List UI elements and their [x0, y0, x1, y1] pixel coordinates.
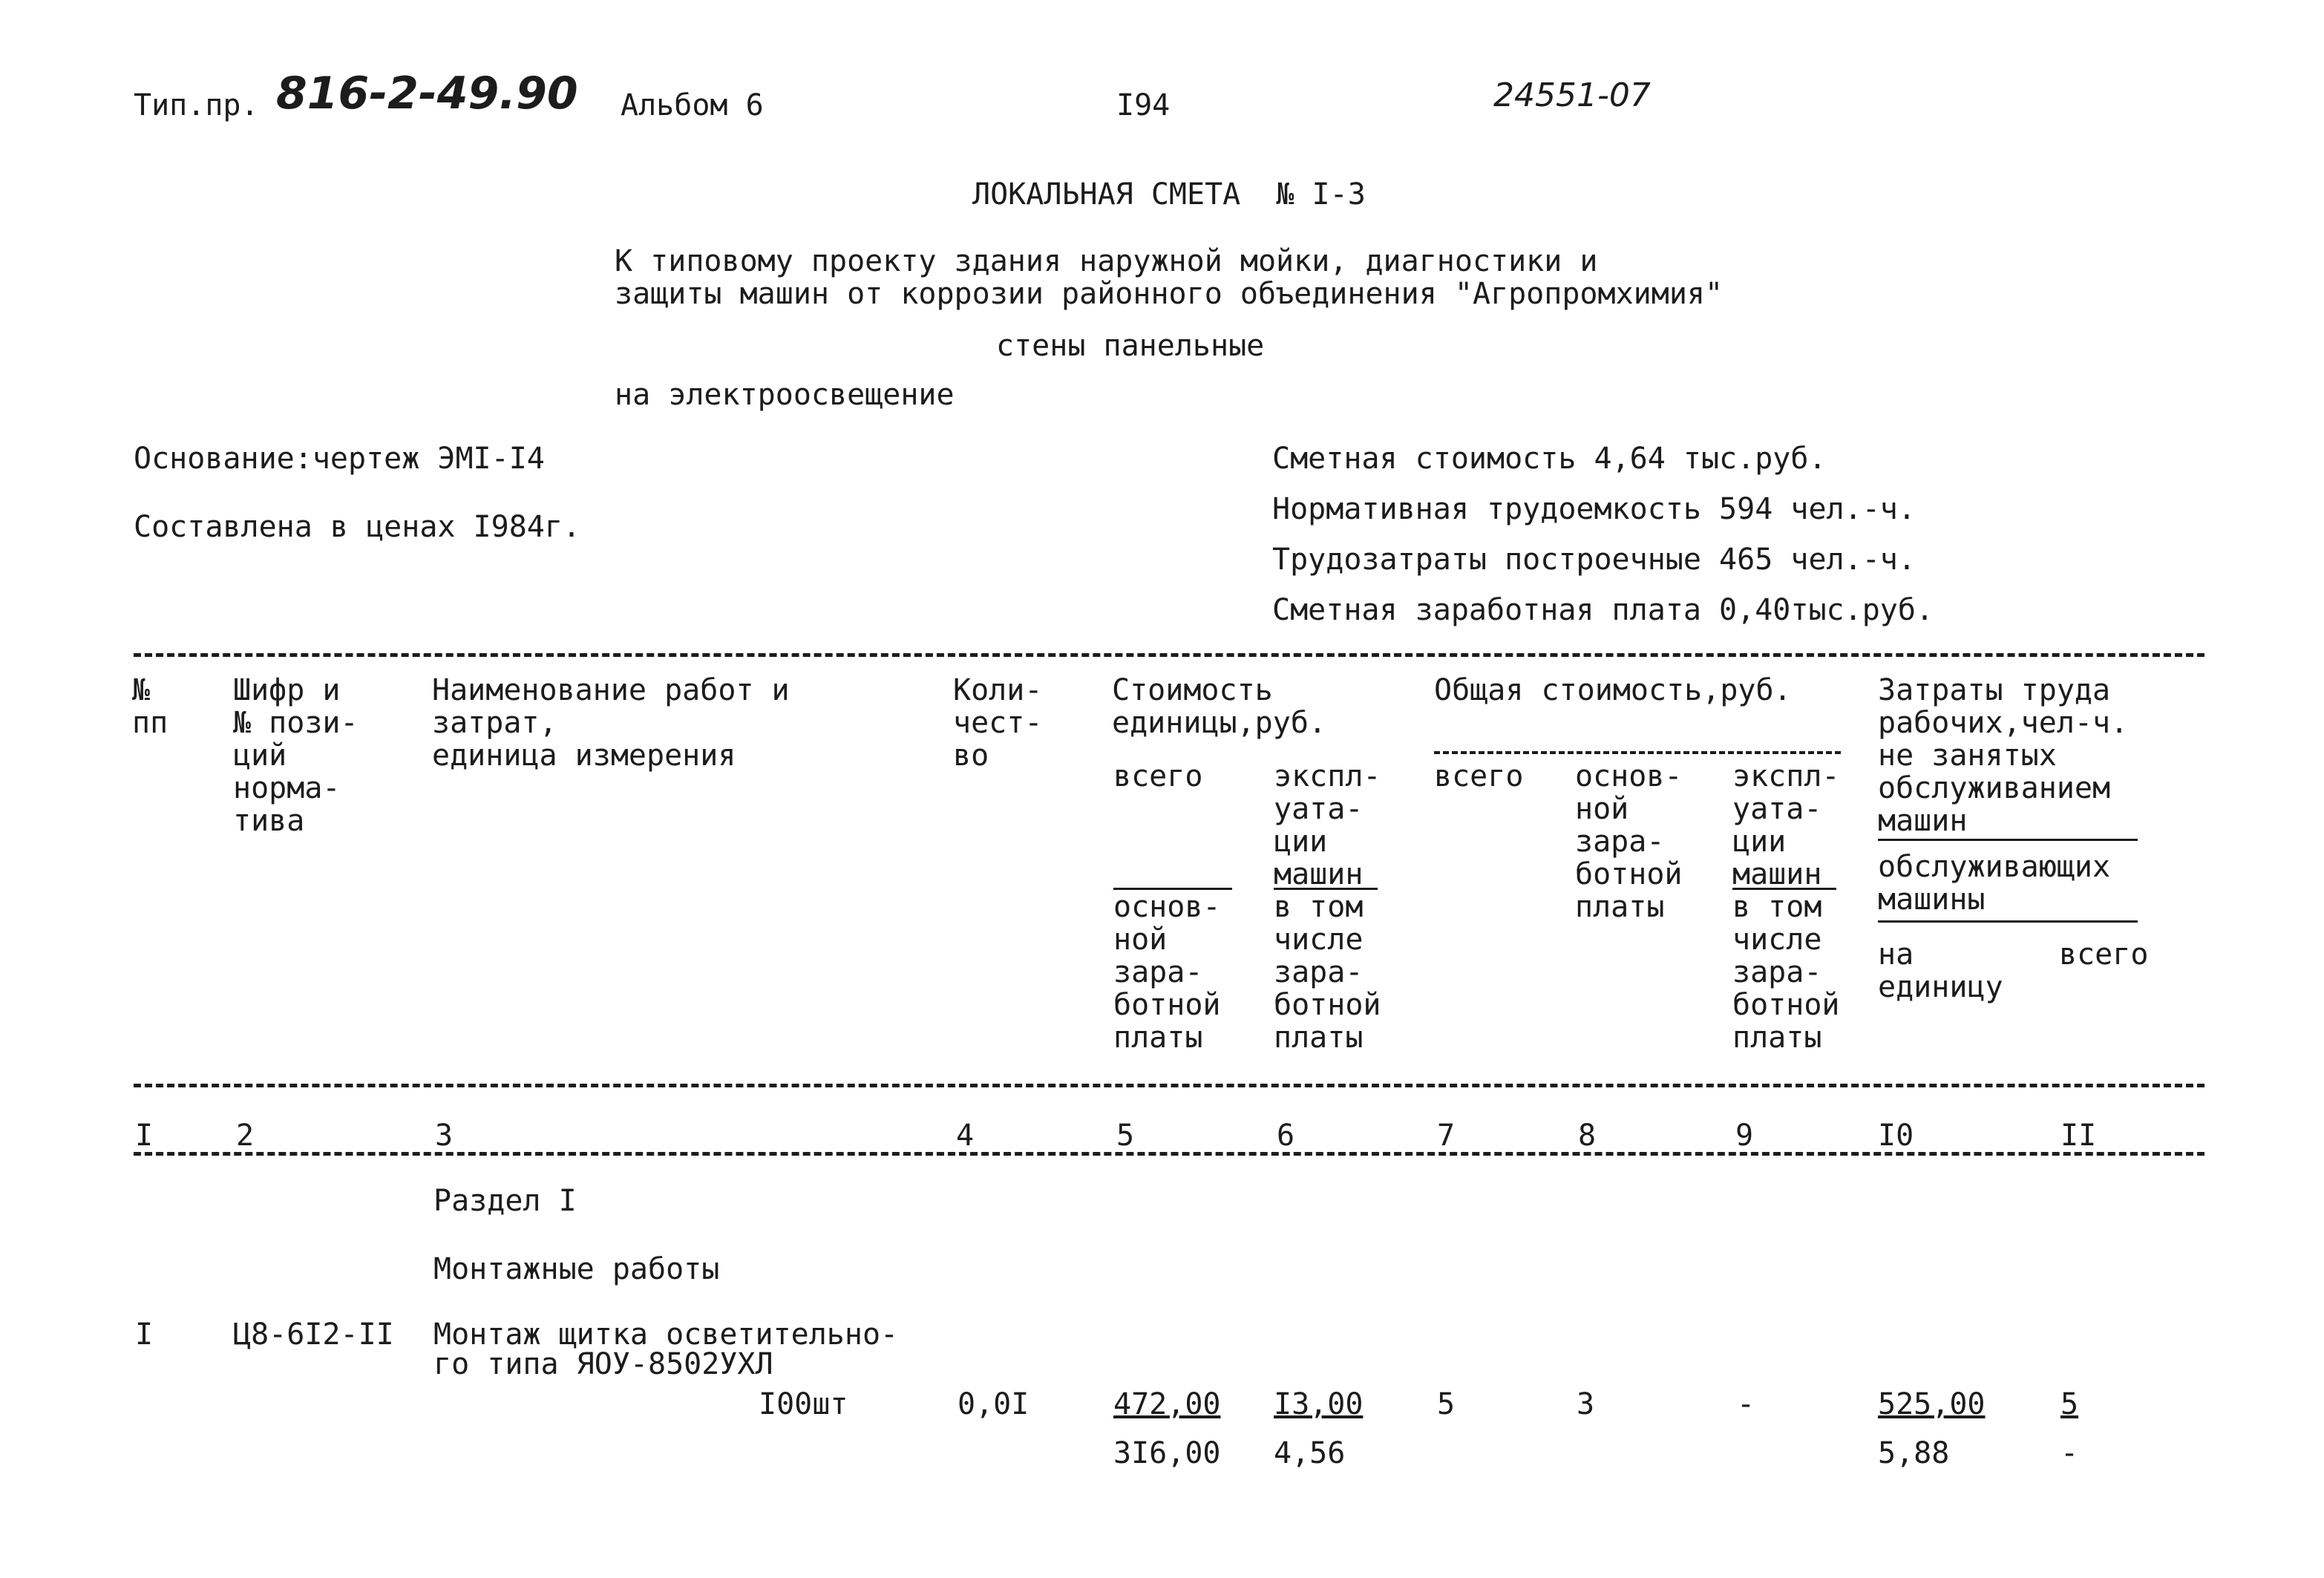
col-header-unit-wage: основ- ной зара- ботной платы [1113, 890, 1221, 1055]
row-unit: I00шт [759, 1387, 848, 1421]
col-num-1: I [135, 1119, 154, 1153]
col-num-10: I0 [1878, 1119, 1914, 1153]
col-num-6: 6 [1277, 1119, 1295, 1153]
title-line-4: на электроосвещение [615, 378, 955, 412]
section-title: Раздел I [433, 1184, 577, 1218]
labor-divider-2 [1878, 920, 2138, 923]
col-header-labor-unit: на единицу [1878, 937, 2003, 1004]
col-num-11: II [2060, 1119, 2097, 1153]
row-total-machine: - [1737, 1387, 1755, 1421]
row-qty: 0,0I [958, 1387, 1030, 1421]
col-num-3: 3 [435, 1119, 454, 1153]
row-unit-wage: 3I6,00 [1113, 1436, 1221, 1470]
labor-divider-1 [1878, 839, 2138, 841]
row-labor-total: 5 [2060, 1387, 2079, 1421]
col-header-total-machine: экспл- уата- ции машин [1732, 759, 1840, 891]
col-num-4: 4 [956, 1119, 975, 1153]
col-num-2: 2 [236, 1119, 255, 1153]
prices-text: Составлена в ценах I984г. [134, 510, 581, 544]
col-num-8: 8 [1578, 1119, 1597, 1153]
table-header-rule [134, 1084, 2204, 1087]
row-num: I [135, 1317, 154, 1352]
labor-norm: Нормативная трудоемкость 594 чел.-ч. [1272, 492, 1916, 526]
row-total-wage: 3 [1577, 1387, 1595, 1421]
estimated-cost: Сметная стоимость 4,64 тыс.руб. [1272, 442, 1827, 476]
col-header-num: № пп [132, 673, 168, 740]
col-header-total: всего [1434, 759, 1524, 793]
col-header-unit-total: всего [1113, 759, 1203, 793]
labor-site: Трудозатраты построечные 465 чел.-ч. [1272, 543, 1916, 577]
col-header-labor-total: всего [2059, 937, 2149, 972]
row-name-line-1: Монтаж щитка осветительно- [433, 1317, 899, 1352]
page-number: I94 [1116, 88, 1171, 122]
wages-text: Сметная заработная плата 0,40тыс.руб. [1272, 593, 1934, 627]
header-prefix: Тип.пр. [134, 88, 259, 122]
col-group-total-cost: Общая стоимость,руб. [1434, 673, 1792, 707]
table-top-rule [134, 653, 2204, 657]
col-header-code: Шифр и № пози- ций норма- тива [233, 673, 359, 838]
row-labor-unit: 525,00 [1878, 1387, 1986, 1421]
col-group-unit-cost: Стоимость единицы,руб. [1112, 673, 1326, 740]
row-labor-unit-serving: 5,88 [1878, 1436, 1950, 1470]
col-header-unit-machine-wage: в том числе зара- ботной платы [1274, 890, 1381, 1055]
col-header-total-machine-wage: в том числе зара- ботной платы [1732, 890, 1840, 1055]
basis-text: Основание:чертеж ЭМI-I4 [134, 442, 545, 476]
row-unit-total: 472,00 [1113, 1387, 1221, 1421]
col-header-labor-not-busy: не занятых обслуживанием машин [1878, 739, 2111, 838]
col-header-total-wage: основ- ной зара- ботной платы [1575, 759, 1683, 924]
album-label: Альбом 6 [621, 88, 764, 122]
project-number: 816-2-49.90 [276, 68, 578, 120]
doc-code: 24551-07 [1493, 76, 1651, 114]
col-num-7: 7 [1437, 1119, 1456, 1153]
row-name-line-2: го типа ЯОУ-8502УХЛ [433, 1347, 773, 1381]
col-header-unit-machine: экспл- уата- ции машин [1274, 759, 1381, 891]
col-group-labor: Затраты труда рабочих,чел-ч. [1878, 673, 2129, 740]
column-numbers-rule [134, 1152, 2204, 1156]
row-labor-total-serving: - [2060, 1436, 2079, 1470]
title-line-1: К типовому проекту здания наружной мойки, диагностики и [615, 244, 1598, 278]
row-unit-machine: I3,00 [1274, 1387, 1364, 1421]
col-header-labor-serving: обслуживающих машины [1878, 850, 2111, 917]
col-num-9: 9 [1735, 1119, 1754, 1153]
title-line-3: стены панельные [996, 329, 1265, 363]
doc-title: ЛОКАЛЬНАЯ СМЕТА № I-3 [972, 177, 1366, 212]
row-code: Ц8-6I2-II [233, 1317, 394, 1352]
col-header-name: Наименование работ и затрат, единица измерения [432, 673, 790, 773]
row-unit-machine-wage: 4,56 [1274, 1436, 1346, 1470]
section-subtitle: Монтажные работы [433, 1252, 720, 1286]
col-header-qty: Коли- чест- во [953, 673, 1043, 773]
title-line-2: защиты машин от коррозии районного объединения "Агропромхимия" [615, 277, 1724, 311]
total-cost-rule [1434, 751, 1841, 754]
row-total: 5 [1437, 1387, 1456, 1421]
col-num-5: 5 [1116, 1119, 1135, 1153]
